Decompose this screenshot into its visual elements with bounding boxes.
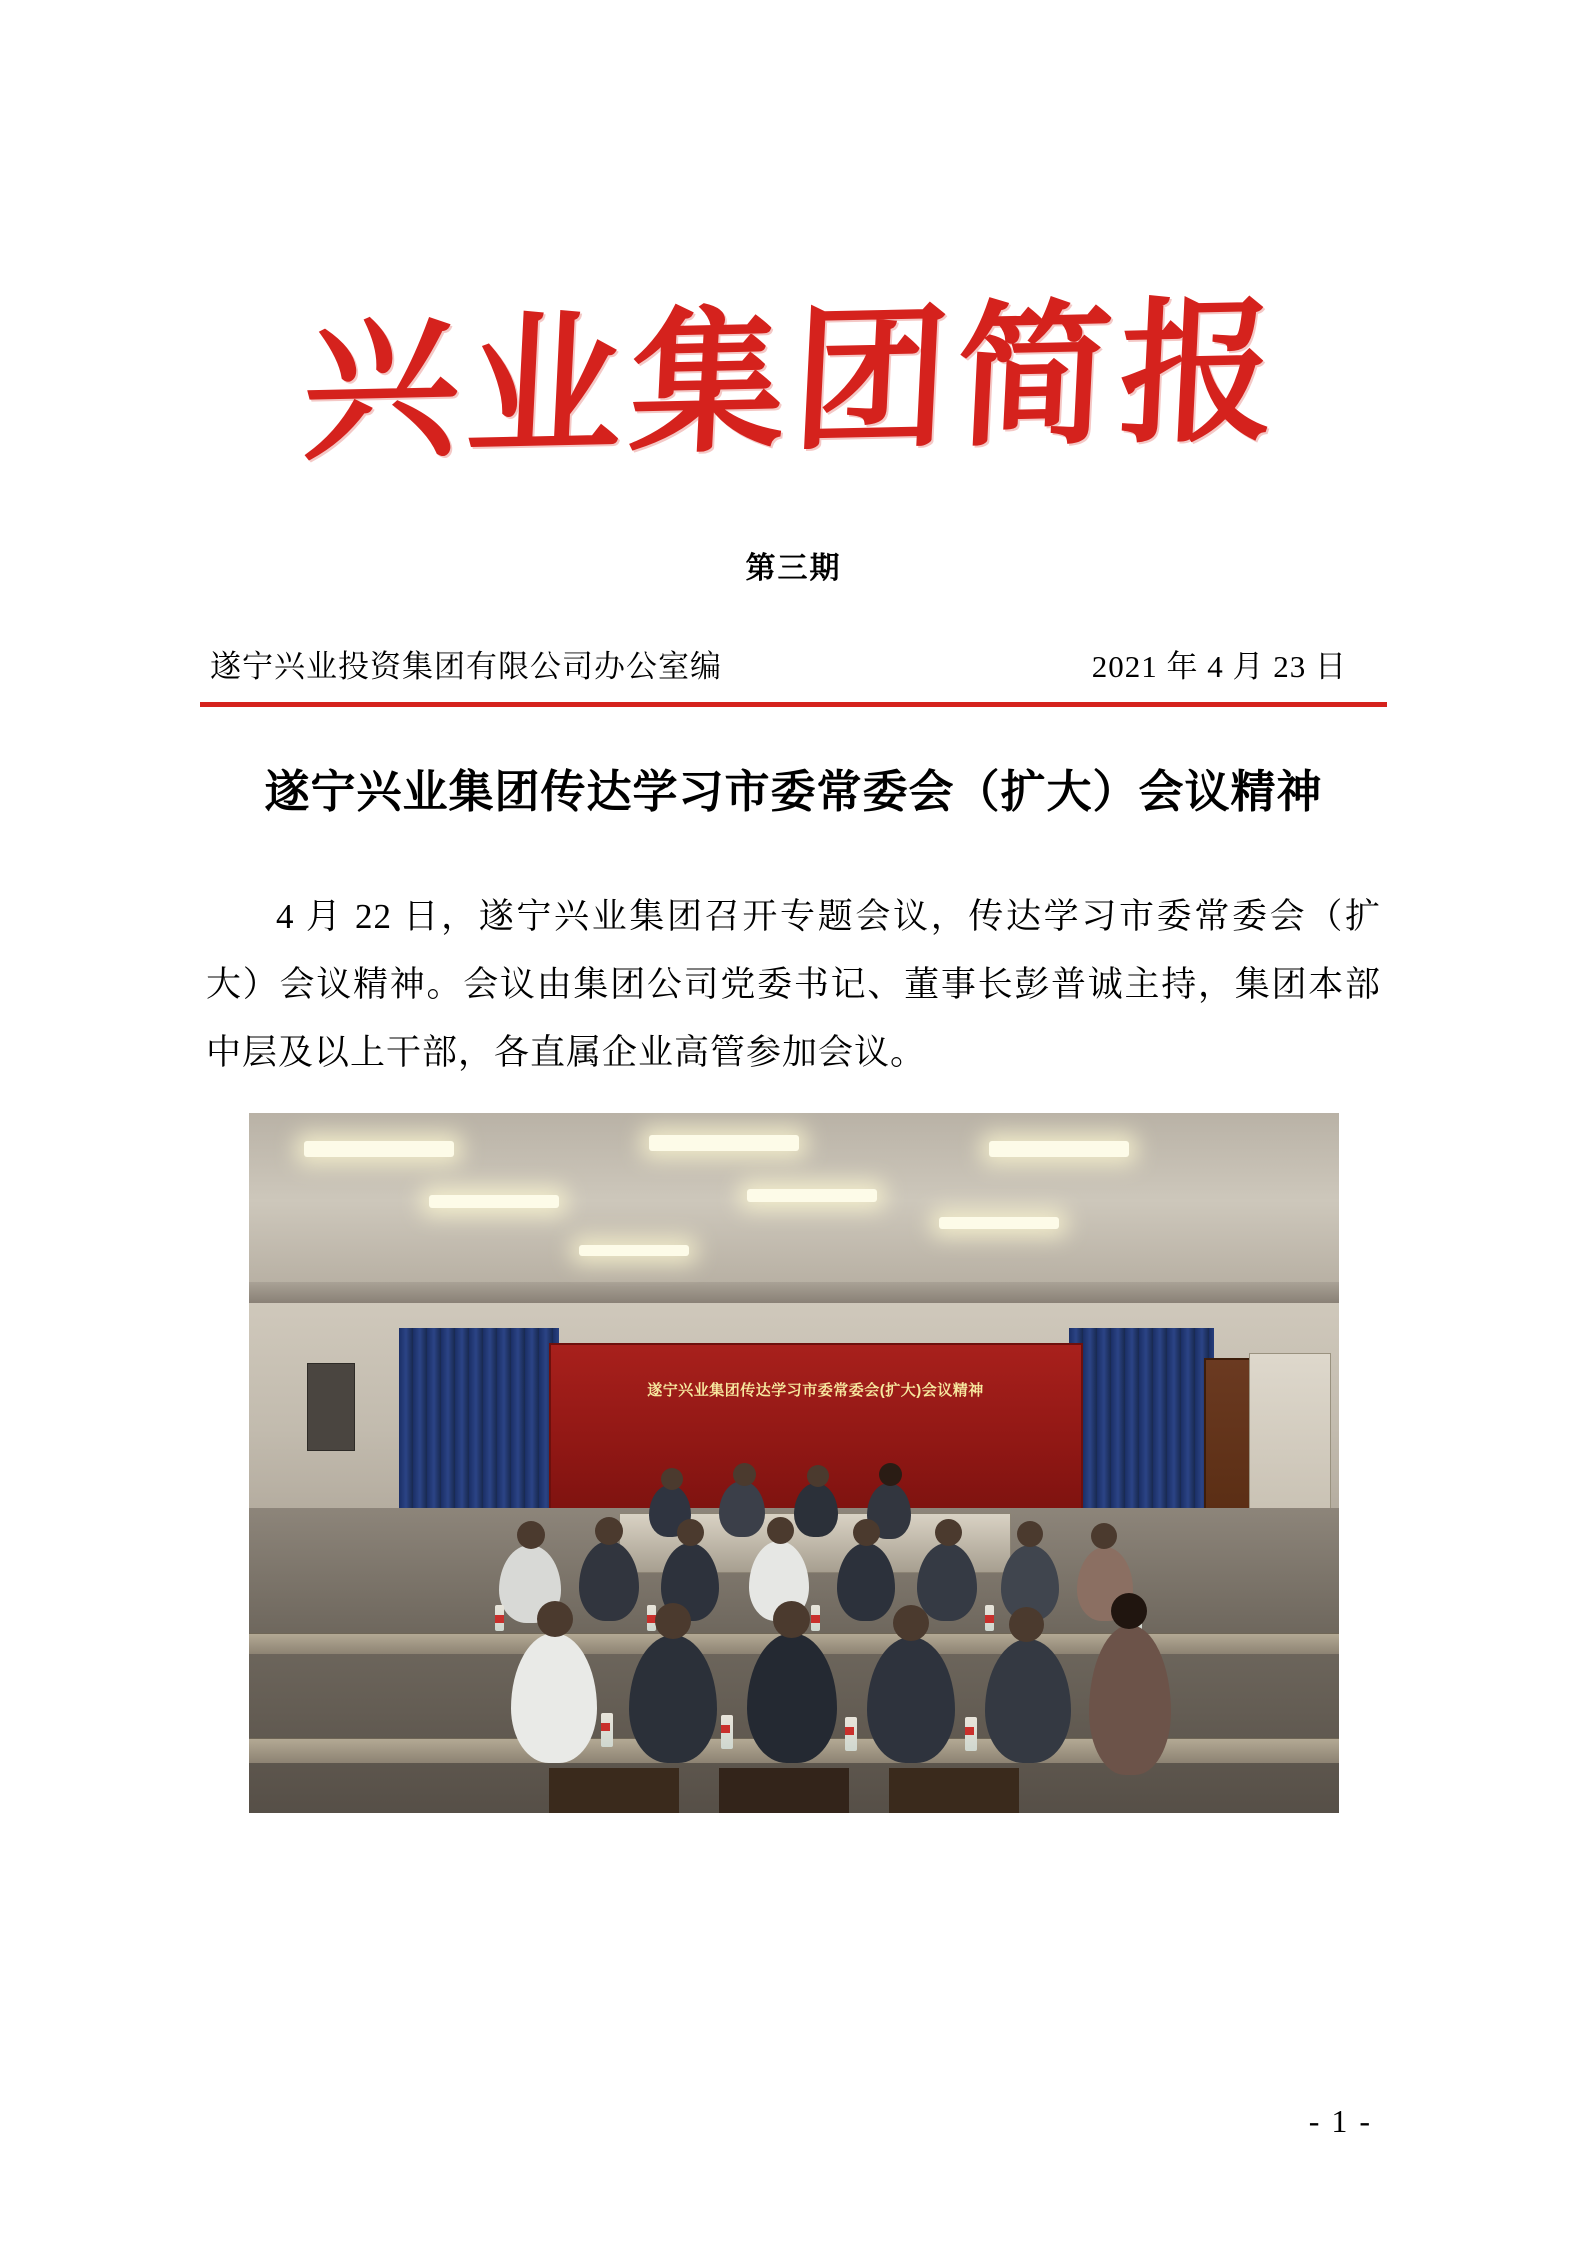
person-head — [677, 1519, 704, 1546]
person-head — [773, 1601, 810, 1638]
chair-back — [889, 1768, 1019, 1813]
page-number: - 1 - — [1308, 2103, 1372, 2139]
person-head — [1111, 1593, 1147, 1629]
speaker-icon — [307, 1363, 355, 1451]
publisher-label: 遂宁兴业投资集团有限公司办公室编 — [210, 648, 722, 684]
ceiling-light-icon — [989, 1141, 1129, 1157]
ceiling-light-icon — [429, 1195, 559, 1208]
ceiling-light-icon — [649, 1135, 799, 1151]
person-head — [1017, 1521, 1043, 1547]
masthead-title: 兴业集团简报 — [299, 278, 1288, 483]
person-head — [767, 1517, 794, 1544]
article-title: 遂宁兴业集团传达学习市委常委会（扩大）会议精神 — [264, 766, 1323, 817]
seated-person — [1089, 1625, 1171, 1775]
meeting-photo — [249, 1113, 1339, 1813]
person-head — [1091, 1523, 1117, 1549]
water-bottle-icon — [495, 1605, 504, 1631]
seated-person — [579, 1541, 639, 1621]
person-head — [595, 1517, 623, 1545]
person-head — [893, 1605, 929, 1641]
person-head — [1009, 1607, 1044, 1642]
person-head — [853, 1519, 880, 1546]
seated-person — [917, 1543, 977, 1621]
water-bottle-icon — [965, 1717, 977, 1751]
seated-person — [794, 1483, 838, 1537]
water-bottle-icon — [985, 1605, 994, 1631]
masthead — [200, 0, 1387, 483]
chair-back — [549, 1768, 679, 1813]
ceiling-light-icon — [304, 1141, 454, 1157]
ceiling-light-icon — [939, 1217, 1059, 1229]
person-head — [537, 1601, 573, 1637]
person-head — [655, 1603, 691, 1639]
seated-person — [629, 1635, 717, 1763]
chair-back — [719, 1768, 849, 1813]
person-head — [807, 1465, 829, 1487]
backdrop-banner-text: 遂宁兴业集团传达学习市委常委会(扩大)会议精神 — [647, 1382, 984, 1400]
article-photo — [249, 1113, 1339, 1813]
article-body-paragraph: 4 月 22 日，遂宁兴业集团召开专题会议，传达学习市委常委会（扩大）会议精神。会议由集团公司党委书记、董事长彭普诚主持，集团本部中层及以上干部，各直属企业高管参加会议。 — [206, 896, 1381, 1073]
person-head — [879, 1463, 902, 1486]
seated-person — [837, 1543, 895, 1621]
water-bottle-icon — [845, 1717, 857, 1751]
water-bottle-icon — [721, 1715, 733, 1749]
publication-date: 2021 年 4 月 23 日 — [1091, 648, 1347, 684]
seated-person — [985, 1639, 1071, 1763]
seated-person — [867, 1637, 955, 1763]
person-head — [517, 1521, 545, 1549]
red-divider-rule — [200, 702, 1387, 707]
seated-person — [747, 1633, 837, 1763]
ceiling-light-icon — [747, 1189, 877, 1202]
seated-person — [511, 1633, 597, 1763]
seated-person — [719, 1481, 765, 1537]
issue-label: 第三期 — [745, 551, 842, 585]
water-bottle-icon — [601, 1713, 613, 1747]
person-head — [733, 1463, 756, 1486]
person-head — [935, 1519, 962, 1546]
person-head — [661, 1468, 683, 1490]
water-bottle-icon — [811, 1605, 820, 1631]
ceiling-light-icon — [579, 1245, 689, 1256]
publication-info-row — [200, 641, 1387, 686]
